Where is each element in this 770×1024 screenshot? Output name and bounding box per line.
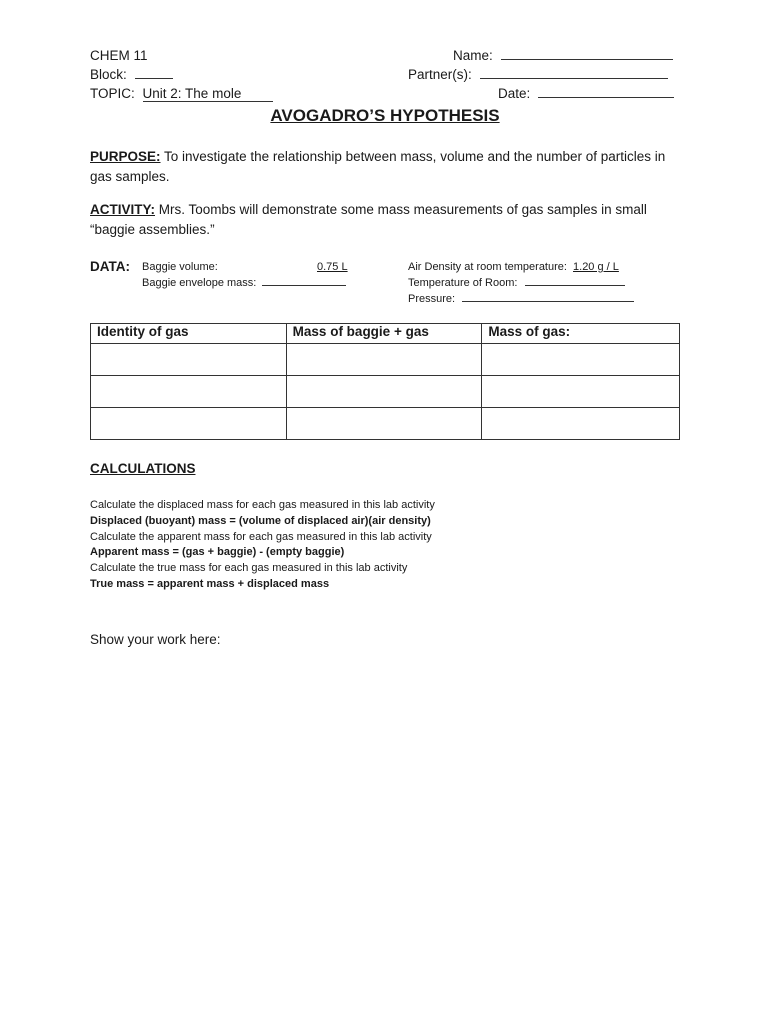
page-title: AVOGADRO’S HYPOTHESIS: [270, 106, 500, 125]
header-mass-of-gas: Mass of gas:: [482, 324, 680, 344]
calc-instruction: Calculate the displaced mass for each gas measured in this lab activity: [90, 499, 435, 511]
header-mass-baggie-gas: Mass of baggie + gas: [286, 324, 482, 344]
table-cell[interactable]: [91, 344, 287, 376]
table-cell[interactable]: [286, 376, 482, 408]
table-cell[interactable]: [482, 344, 680, 376]
activity-section: [90, 200, 690, 240]
temperature-label: Temperature of Room:: [408, 277, 518, 289]
block-field[interactable]: [135, 78, 173, 79]
partners-row: [408, 67, 668, 82]
table-cell[interactable]: [482, 408, 680, 440]
calc-formula: True mass = apparent mass + displaced mass: [90, 577, 330, 590]
table-header-row: [91, 324, 680, 344]
pressure-field[interactable]: [462, 301, 634, 302]
purpose-section: [90, 147, 690, 187]
gas-data-table: [90, 323, 680, 440]
table-cell[interactable]: [286, 408, 482, 440]
topic-value: Unit 2: The mole: [143, 86, 273, 102]
activity-label: ACTIVITY:: [90, 202, 155, 217]
block-row: [90, 67, 173, 82]
calc-instruction: Calculate the apparent mass for each gas measured in this lab activity: [90, 530, 432, 543]
table-cell[interactable]: [91, 376, 287, 408]
date-label: Date:: [498, 86, 531, 101]
name-field[interactable]: [501, 59, 673, 60]
date-row: [498, 86, 674, 101]
show-work-label: Show your work here:: [90, 632, 221, 647]
baggie-volume-value: 0.75 L: [317, 261, 348, 273]
purpose-label: PURPOSE:: [90, 149, 161, 164]
air-density-label: Air Density at room temperature:: [408, 261, 567, 273]
table-cell[interactable]: [482, 376, 680, 408]
envelope-mass-row: [142, 277, 346, 289]
table-row: [91, 376, 680, 408]
temperature-field[interactable]: [525, 285, 625, 286]
partners-label: Partner(s):: [408, 67, 472, 82]
work-area[interactable]: [90, 656, 680, 986]
air-density-row: [408, 261, 619, 273]
baggie-volume-label: Baggie volume:: [142, 261, 218, 273]
block-label: Block:: [90, 67, 127, 82]
name-row: [453, 48, 673, 63]
header-identity-of-gas: Identity of gas: [91, 324, 287, 344]
envelope-mass-label: Baggie envelope mass:: [142, 277, 257, 289]
calc-formula: Apparent mass = (gas + baggie) - (empty baggie): [90, 546, 345, 559]
topic-label: TOPIC:: [90, 86, 135, 101]
date-field[interactable]: [538, 97, 674, 98]
pressure-row: [408, 293, 634, 305]
table-cell[interactable]: [286, 344, 482, 376]
activity-text: Mrs. Toombs will demonstrate some mass measurements of gas samples in small “baggie assemblies.”: [90, 202, 647, 237]
partners-field[interactable]: [480, 78, 668, 79]
topic-row: [90, 86, 273, 102]
air-density-value: 1.20 g / L: [573, 261, 619, 273]
calc-instruction: Calculate the true mass for each gas measured in this lab activity: [90, 562, 408, 575]
purpose-text: To investigate the relationship between mass, volume and the number of particles in gas samples.: [90, 149, 666, 184]
table-row: [91, 344, 680, 376]
pressure-label: Pressure:: [408, 293, 456, 305]
temperature-row: [408, 277, 625, 289]
envelope-mass-field[interactable]: [262, 285, 346, 286]
table-cell[interactable]: [91, 408, 287, 440]
calc-formula: Displaced (buoyant) mass = (volume of displaced air)(air density): [90, 514, 431, 527]
calculations-heading: CALCULATIONS: [90, 461, 196, 476]
course-label: CHEM 11: [90, 48, 148, 63]
table-row: [91, 408, 680, 440]
calculations-list: [90, 498, 435, 593]
name-label: Name:: [453, 48, 493, 63]
data-label: DATA:: [90, 259, 130, 274]
